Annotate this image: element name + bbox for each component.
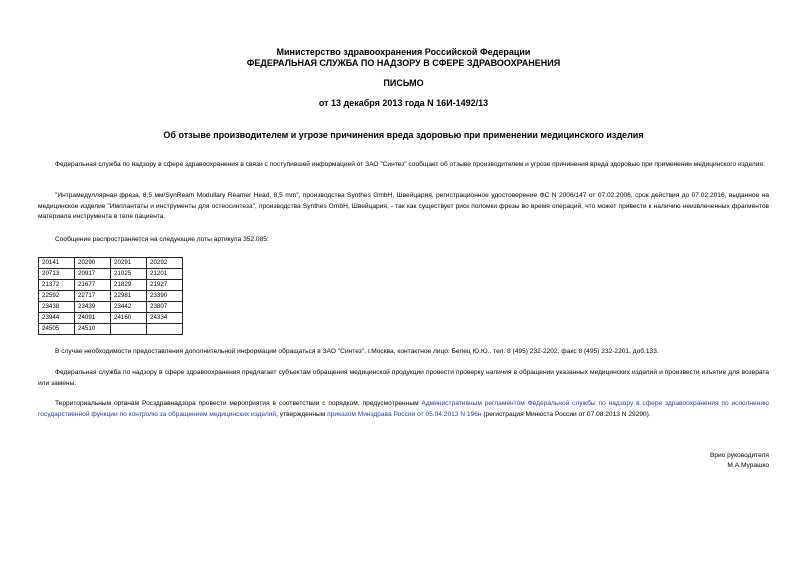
table-cell: 23944 bbox=[39, 313, 75, 324]
table-cell: 20917 bbox=[75, 269, 111, 280]
table-cell: 20292 bbox=[147, 258, 183, 269]
table-cell: 24091 bbox=[75, 313, 111, 324]
table-cell: 21677 bbox=[75, 280, 111, 291]
ministry-name: Министерство здравоохранения Российской Федерации bbox=[276, 47, 531, 57]
table-row bbox=[39, 269, 183, 280]
table-row bbox=[39, 313, 183, 324]
table-row bbox=[39, 324, 183, 335]
table-cell: 20141 bbox=[39, 258, 75, 269]
table-cell: 21372 bbox=[39, 280, 75, 291]
table-cell bbox=[111, 324, 147, 335]
table-cell: 22717 bbox=[75, 291, 111, 302]
document-subject: Об отзыве производителем и угрозе причинения вреда здоровью при применении медицинского изделия bbox=[163, 130, 644, 140]
paragraph-6-text-b: , утвержденным bbox=[276, 410, 328, 418]
table-cell: 24505 bbox=[39, 324, 75, 335]
paragraph-6 bbox=[38, 399, 769, 420]
table-cell: 24160 bbox=[111, 313, 147, 324]
table-cell bbox=[147, 324, 183, 335]
table-cell: 20290 bbox=[75, 258, 111, 269]
table-cell: 21201 bbox=[147, 269, 183, 280]
table-cell: 20291 bbox=[111, 258, 147, 269]
table-row bbox=[39, 291, 183, 302]
table-row bbox=[39, 258, 183, 269]
table-cell: 21025 bbox=[111, 269, 147, 280]
paragraph-1: Федеральная служба по надзору в сфере здравоохранения в связи с поступившей информацией от ЗАО "Синтез" сообщает об отзыве производителем и угрозе причинения вреда здоровью при применении медицинского изделия: bbox=[55, 161, 765, 168]
table-cell: 22981 bbox=[111, 291, 147, 302]
table-cell: 23438 bbox=[39, 302, 75, 313]
table-cell: 21829 bbox=[111, 280, 147, 291]
signature-name: М.А.Мурашко bbox=[727, 462, 769, 469]
table-row bbox=[39, 280, 183, 291]
table-cell: 23807 bbox=[147, 302, 183, 313]
table-cell: 23439 bbox=[75, 302, 111, 313]
table-cell: 24510 bbox=[75, 324, 111, 335]
table-cell: 20713 bbox=[39, 269, 75, 280]
paragraph-2: "Интрамедуллярная фреза, 8,5 мм/SynReam Modullary Reamer Head, 8,5 mm", производства Synthes GmbH, Швейцария, регистрационное удостоверение ФС N 2006/147 от 07.02.2006, срок действия до 07.02.2016, выданное на медицинское изделие "Имплантаты и инструменты для остеосинтеза", производства Synthes GmbH, Швейцария, - так как существует риск поломки фрезы во время операций, что может привести к наличию неизвлеченных фрагментов материала инструмента в теле пациента. bbox=[38, 192, 769, 220]
document-type: ПИСЬМО bbox=[383, 78, 424, 88]
signature-position: Врио руководителя bbox=[709, 452, 769, 459]
lots-table bbox=[38, 257, 183, 335]
paragraph-6-text-a: Территориальным органам Росздравнадзора провести мероприятия в соответствии с порядком, предусмотренным bbox=[55, 400, 422, 407]
document-date-number: от 13 декабря 2013 года N 16И-1492/13 bbox=[318, 98, 489, 108]
order-link[interactable]: приказом Минздрава России от 05.04.2013 N 196н bbox=[327, 410, 482, 418]
paragraph-4: В случае необходимости предоставления дополнительной информации обращаться в ЗАО "Синтез", г.Москва, контактное лицо: Белец Ю.Ю., тел. 8 (495) 232-2202, факс 8 (495) 232-2201, доб.133. bbox=[55, 348, 659, 355]
paragraph-5: Федеральная служба по надзору в сфере здравоохранения предлагает субъектам обращения медицинской продукции провести проверку наличия в обращении указанных медицинских изделий и произвести изъятие для возврата или замены. bbox=[38, 369, 769, 387]
paragraph-3: Сообщение распространяется на следующие лоты артикула 352.085: bbox=[55, 236, 269, 243]
table-row bbox=[39, 302, 183, 313]
paragraph-6-text-c: (регистрация Минюста России от 07.08.2013 N 29290). bbox=[481, 410, 651, 418]
table-cell: 24334 bbox=[147, 313, 183, 324]
table-cell: 22592 bbox=[39, 291, 75, 302]
regulation-link[interactable]: Административным регламентом Федеральной службы по надзору в сфере здравоохранения по исполнению государственной функции по контролю за обращением медицинских изделий bbox=[38, 400, 769, 418]
table-cell: 23442 bbox=[111, 302, 147, 313]
table-cell: 21927 bbox=[147, 280, 183, 291]
service-name: ФЕДЕРАЛЬНАЯ СЛУЖБА ПО НАДЗОРУ В СФЕРЕ ЗДРАВООХРАНЕНИЯ bbox=[246, 58, 561, 68]
table-cell: 23390 bbox=[147, 291, 183, 302]
